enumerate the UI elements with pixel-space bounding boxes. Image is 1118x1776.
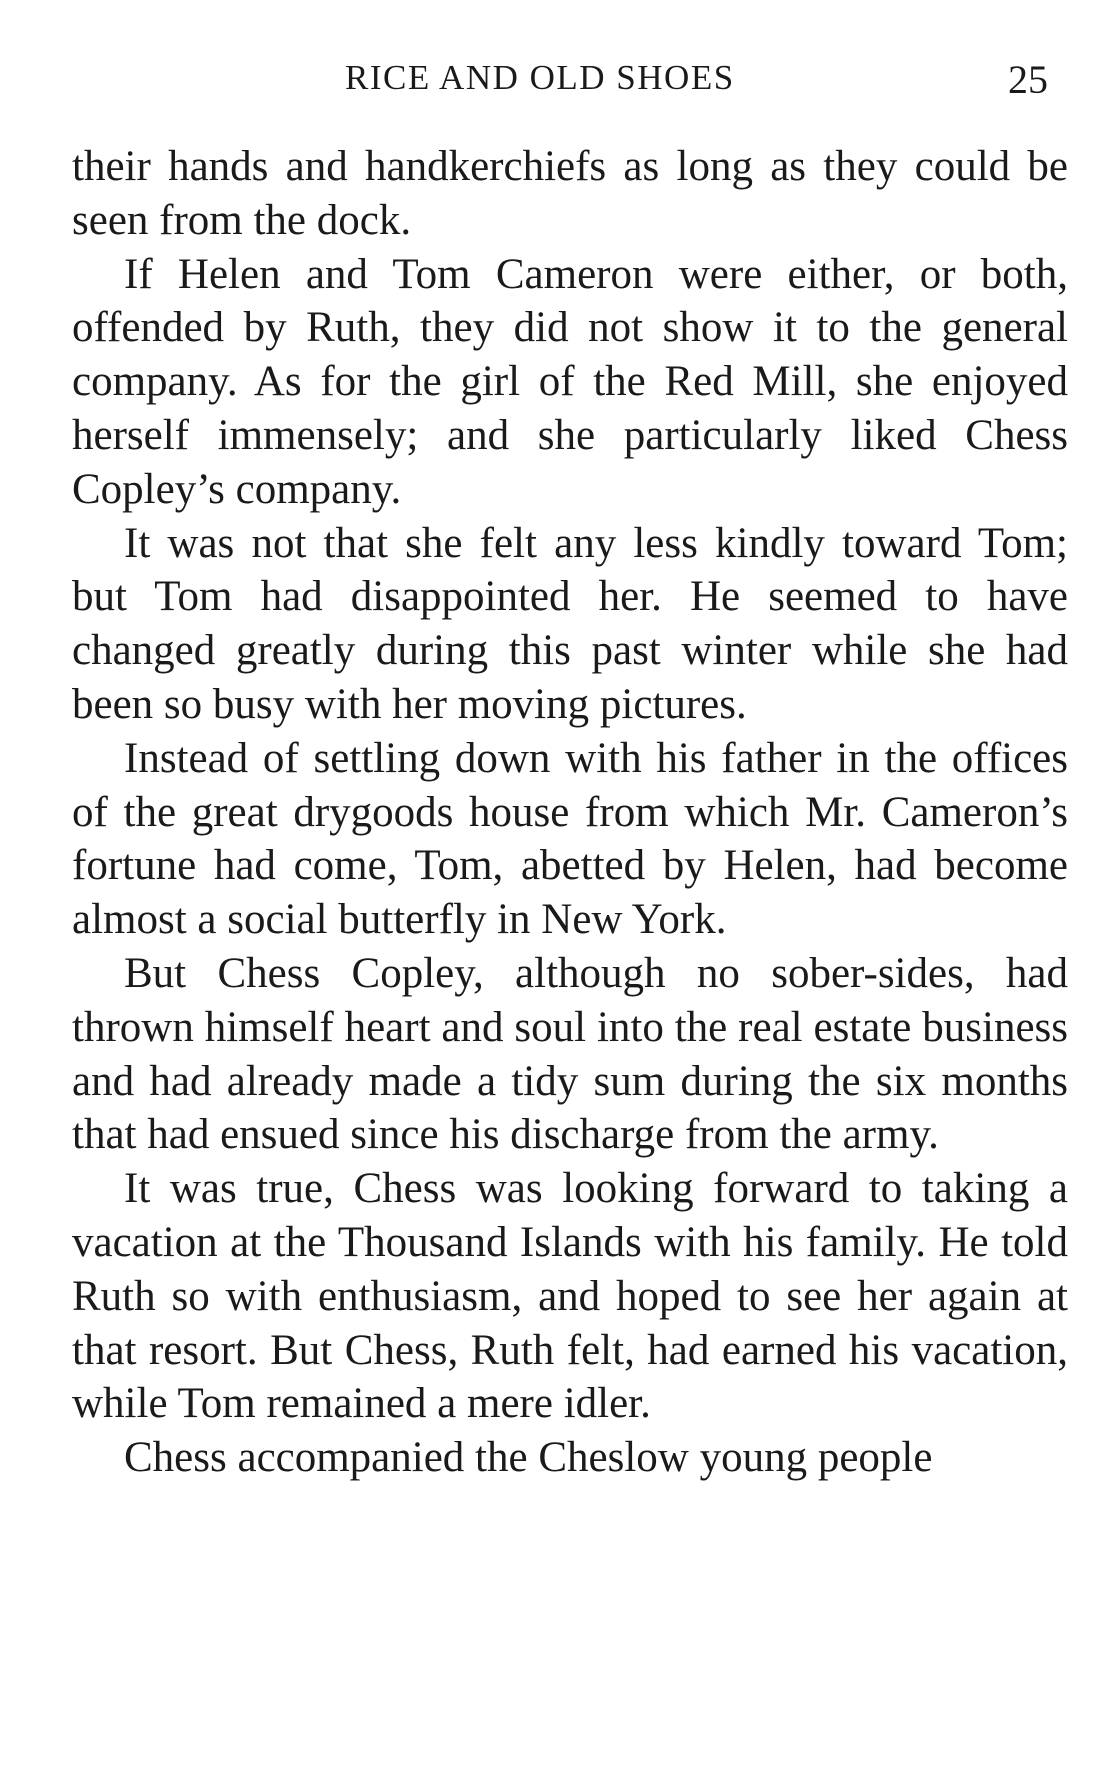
paragraph: It was true, Chess was looking forward to taking a vacation at the Thousand Islands with his family. He told Ruth so with enthusiasm, and hoped to see her again at that resort. But Chess, Ruth felt, had earned his vacation, while Tom remained a mere idler. [72,1165,1068,1428]
page-number: 25 [1008,57,1048,102]
paragraph: It was not that she felt any less kindly toward Tom; but Tom had disappointed her. He seemed to have changed greatly during this past winter while she had been so busy with her moving pictures. [72,519,1068,728]
running-head [0,56,1118,100]
running-head-title: RICE AND OLD SHOES [345,58,735,97]
paragraph: But Chess Copley, although no sober-sides, had thrown himself heart and soul into the real estate business and had already made a tidy sum during the six months that had ensued since his discharge from the army. [72,949,1068,1159]
paragraph: If Helen and Tom Cameron were either, or both, offended by Ruth, they did not show it to the general company. As for the girl of the Red Mill, she enjoyed herself immensely; and she particularly liked Chess Copley’s company. [72,250,1068,513]
paragraph: their hands and handkerchiefs as long as they could be seen from the dock. [72,143,1068,244]
paragraph: Instead of settling down with his father in the offices of the great drygoods house from which Mr. Cameron’s fortune had come, Tom, abetted by Helen, had become almost a social butterfly in New York. [72,734,1068,944]
body-text [72,140,1068,1485]
paragraph: Chess accompanied the Cheslow young people [124,1434,933,1482]
